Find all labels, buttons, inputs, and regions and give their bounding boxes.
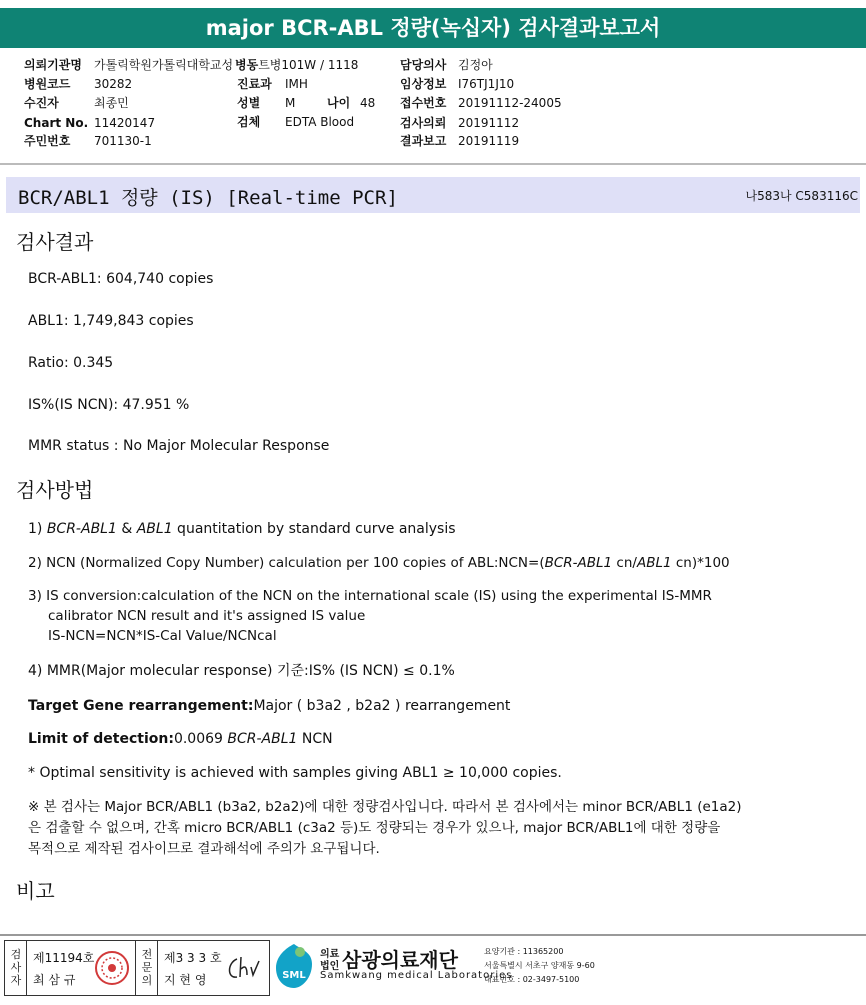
result-ratio: Ratio: 0.345 bbox=[28, 355, 114, 371]
info-row-institution: 의뢰기관명 가톨릭학원가톨릭대학교성 bbox=[24, 58, 234, 72]
org-phone: 대표번호 : 02-3497-5100 bbox=[484, 975, 580, 984]
examiner-number: 제11194호 bbox=[33, 951, 95, 965]
info-row-request-date: 검사의뢰 20191112 bbox=[400, 116, 520, 130]
info-row-chart-no: Chart No. 11420147 bbox=[24, 116, 156, 130]
limit-of-detection: Limit of detection:0.0069 BCR-ABL1 NCN bbox=[28, 731, 333, 747]
result-bcr-abl1: BCR-ABL1: 604,740 copies bbox=[28, 271, 214, 287]
remarks-heading: 비고 bbox=[16, 879, 55, 903]
test-title: BCR/ABL1 정량 (IS) [Real-time PCR] bbox=[18, 187, 398, 209]
info-row-age: 나이 48 bbox=[327, 96, 376, 110]
svg-text:SML: SML bbox=[282, 970, 306, 981]
method-heading: 검사방법 bbox=[16, 478, 94, 502]
result-abl1: ABL1: 1,749,843 copies bbox=[28, 313, 194, 329]
info-row-resident-no: 주민번호 701130-1 bbox=[24, 134, 152, 148]
info-row-receipt-no: 접수번호 20191112-24005 bbox=[400, 96, 562, 110]
footer-divider bbox=[0, 934, 866, 936]
org-code: 요양기관 : 11365200 bbox=[484, 947, 564, 956]
specialist-name: 지 현 영 bbox=[164, 973, 207, 987]
test-title-bar bbox=[6, 177, 860, 213]
examiner-label: 검 사 자 bbox=[10, 948, 22, 987]
seal-stamp-icon bbox=[93, 949, 131, 987]
info-row-clinical: 임상정보 I76TJ1J10 bbox=[400, 77, 515, 91]
signature-box bbox=[4, 940, 270, 996]
sensitivity-note: * Optimal sensitivity is achieved with samples giving ABL1 ≥ 10,000 copies. bbox=[28, 765, 562, 781]
org-prefix-1: 의료 bbox=[320, 949, 340, 960]
target-gene: Target Gene rearrangement:Major ( b3a2 , b2a2 ) rearrangement bbox=[28, 698, 511, 714]
info-row-patient: 수진자 최종민 bbox=[24, 96, 129, 110]
method-step-2: 2) NCN (Normalized Copy Number) calculation per 100 copies of ABL:NCN=(BCR-ABL1 cn/ABL1 cn)*100 bbox=[28, 555, 730, 571]
results-heading: 검사결과 bbox=[16, 230, 94, 254]
info-row-report-date: 결과보고 20191119 bbox=[400, 134, 520, 148]
divider bbox=[0, 163, 866, 165]
signature-icon bbox=[223, 953, 265, 985]
specialist-number: 제3 3 3 호 bbox=[164, 951, 222, 965]
info-row-dept: 진료과 IMH bbox=[237, 77, 308, 91]
disclaimer: ※ 본 검사는 Major BCR/ABL1 (b3a2, b2a2)에 대한 정량검사입니다. 따라서 본 검사에서는 minor BCR/ABL1 (e1a2) 은 검출할 수 없으며, 간혹 micro BCR/ABL1 (c3a2 등)도 정량되는 경우가 있으나, major BCR/ABL1에 대한 정량을 목적으로 제작된 검사이므로 결과해석에 주의가 요구됩니다. bbox=[28, 799, 742, 857]
method-step-4: 4) MMR(Major molecular response) 기준:IS% (IS NCN) ≤ 0.1% bbox=[28, 663, 455, 679]
info-row-hospital-code: 병원코드 30282 bbox=[24, 77, 133, 91]
org-address: 서울특별시 서초구 양재동 9-60 bbox=[484, 961, 595, 970]
org-prefix-2: 법인 bbox=[320, 961, 340, 972]
org-name: 삼광의료재단 bbox=[342, 948, 458, 972]
examiner-name: 최 삼 규 bbox=[33, 973, 76, 987]
result-mmr-status: MMR status : No Major Molecular Response bbox=[28, 438, 330, 454]
sml-logo-icon bbox=[272, 942, 316, 990]
org-name-en: Samkwang medical Laboratories bbox=[320, 970, 513, 981]
info-row-specimen: 검체 EDTA Blood bbox=[237, 115, 355, 129]
report-title: major BCR-ABL 정량(녹십자) 검사결과보고서 bbox=[0, 8, 866, 48]
info-row-sex: 성별 M bbox=[237, 96, 296, 110]
test-code: 나583나 C583116C bbox=[745, 189, 858, 203]
result-is-percent: IS%(IS NCN): 47.951 % bbox=[28, 397, 190, 413]
info-row-ward: 병동트병101W / 1118 bbox=[235, 58, 359, 72]
info-row-doctor: 담당의사 김정아 bbox=[400, 58, 493, 72]
specialist-label: 전 문 의 bbox=[141, 948, 153, 987]
method-step-3: 3) IS conversion:calculation of the NCN on the international scale (IS) using the experimental IS-MMR calibrator NCN result and it's assigned IS value IS-NCN=NCN*IS-Cal Value/NCNcal bbox=[28, 588, 712, 644]
method-step-1: 1) BCR-ABL1 & ABL1 quantitation by standard curve analysis bbox=[28, 521, 456, 537]
